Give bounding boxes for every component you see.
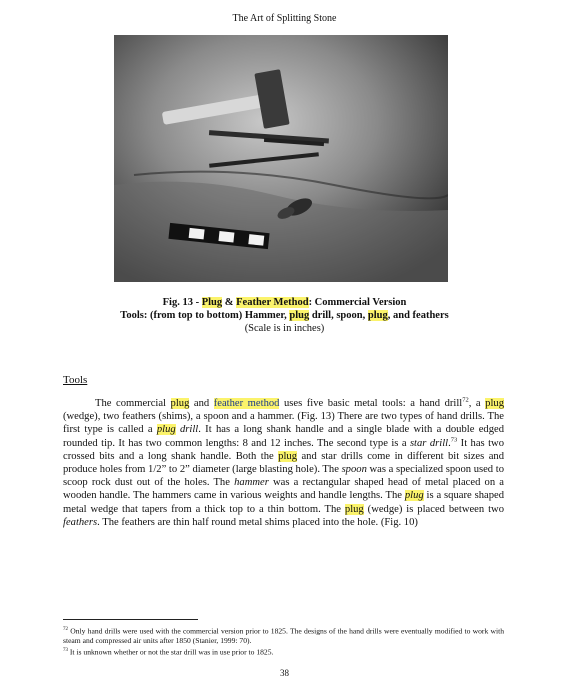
text-run: is a square shaped metal wedge that tapers from a thick top to a thin bottom. The: [63, 490, 505, 515]
caption-highlight-feather: Feather Method: [236, 297, 309, 308]
caption-tools-b: drill, spoon,: [309, 310, 368, 321]
text-run: (wedge) is placed between two: [363, 503, 505, 515]
page-number: 38: [280, 668, 289, 678]
section-heading-tools: Tools: [63, 374, 88, 386]
text-run: , a: [468, 398, 486, 409]
figure-caption: [60, 296, 509, 335]
running-header: The Art of Splitting Stone: [232, 13, 337, 24]
caption-title: [60, 296, 509, 309]
term-feathers: feathers: [63, 516, 98, 528]
highlight-plug: plug: [278, 450, 297, 462]
highlight-plug: plug: [170, 398, 190, 409]
text-run: was a specialized spoon used to scoop rock dust out of the holes. The: [63, 464, 505, 489]
highlight-plug: plug: [344, 503, 364, 515]
text-run: and: [189, 398, 214, 409]
footnotes: [63, 625, 504, 657]
text-run: It has two crossed bits and a long shank handle. Both the: [63, 437, 504, 462]
highlight-feather-method: feather method: [213, 398, 280, 409]
footnote-ref-72[interactable]: 72: [462, 396, 469, 404]
footnote-ref-73[interactable]: 73: [450, 436, 458, 444]
footnote-divider: [63, 619, 198, 620]
footnote-73: [63, 646, 504, 657]
footnote-text: It is unknown whether or not the star drill was in use prior to 1825.: [68, 647, 274, 657]
tools-photo: [114, 35, 448, 282]
footnote-text: Only hand drills were used with the commercial version prior to 1825. The designs of the hand drills were eventually modified to work with steam and compressed air units after 1850 (Stanier, 1999: 70).: [63, 626, 504, 646]
term-star-drill: star drill: [409, 437, 449, 449]
footnote-72: [63, 625, 504, 646]
text-run: .: [448, 437, 451, 449]
term-hammer: hammer: [234, 477, 269, 489]
term-spoon: spoon: [341, 464, 367, 476]
text-run: uses five basic metal tools: a hand drill: [279, 398, 463, 409]
text-run: . The feathers are thin half round metal shims placed into the hole. (Fig. 10): [97, 516, 418, 528]
tools-photo-art: [114, 35, 448, 282]
caption-tools-a: Tools: (from top to bottom) Hammer,: [120, 310, 290, 321]
text-run: . It has a long shank handle and a single blade with a double edged rounded tip. It has two common lengths: 8 and 12 inches. The second type is a: [63, 424, 504, 449]
caption-highlight-plug: Plug: [201, 297, 223, 308]
caption-tools-c: , and feathers: [387, 310, 449, 321]
text-run: was a rectangular shaped head of metal placed on a wooden handle. The hammers came in various weights and handle lengths. The: [63, 477, 505, 502]
caption-fig-label: Fig. 13 -: [162, 297, 202, 308]
footnote-number: 72: [63, 627, 68, 632]
text-run: (wedge), two feathers (shims), a spoon and a hammer. (Fig. 13) There are two types of hand drills. The first type is called a: [63, 411, 504, 436]
text-run: The commercial: [95, 398, 171, 409]
term-drill: drill: [179, 424, 199, 436]
highlight-plug: plug: [485, 398, 504, 409]
tools-paragraph: [63, 397, 504, 529]
caption-scale-note: (Scale is in inches): [244, 323, 325, 334]
caption-highlight-plug-2: plug: [367, 310, 388, 321]
footnote-number: 73: [63, 647, 68, 653]
highlight-plug-italic: plug: [156, 424, 176, 436]
highlight-plug-italic: plug: [404, 490, 424, 502]
caption-tools-line: [60, 309, 509, 322]
text-run: and star drills come in different bit sizes and produce holes from 1/2” to 2” diameter (large blasting hole). The: [63, 450, 504, 476]
caption-suffix: : Commercial Version: [308, 297, 407, 308]
caption-ampersand: &: [222, 297, 237, 308]
caption-highlight-plug-drill: plug: [289, 310, 310, 321]
